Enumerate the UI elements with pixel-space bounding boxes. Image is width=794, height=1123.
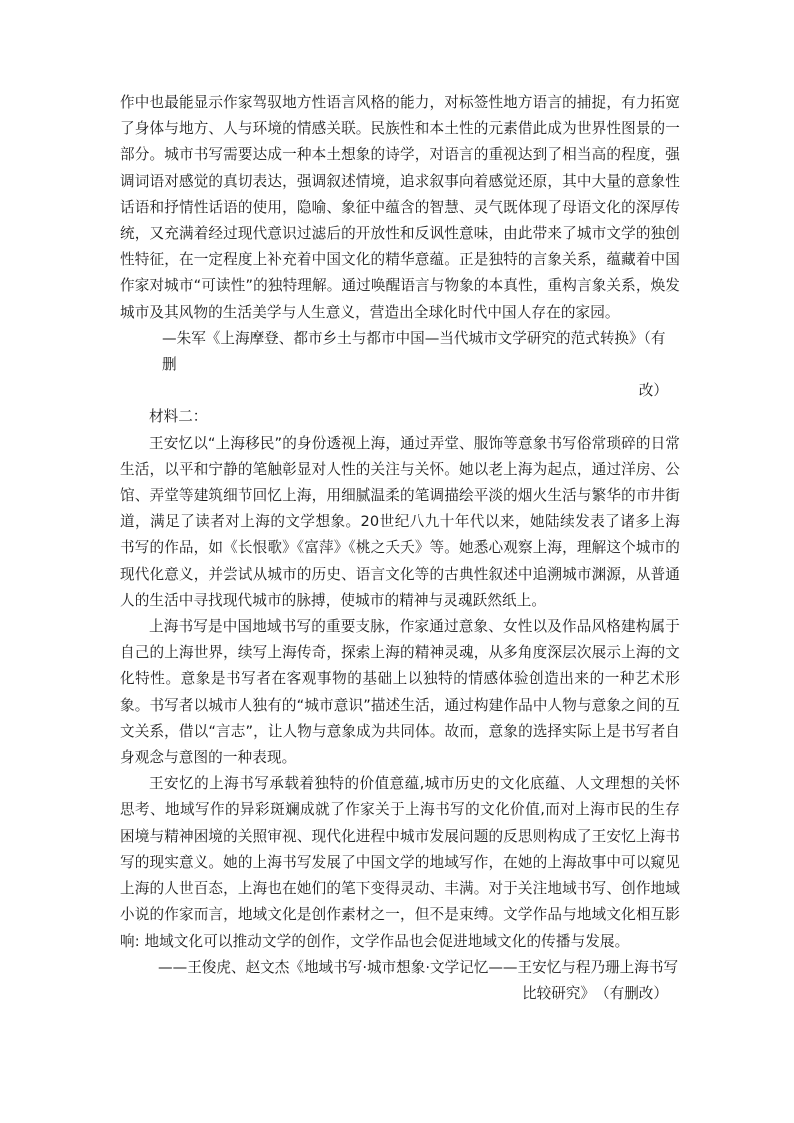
document-page bbox=[120, 90, 680, 1007]
citation-1: —朱军《上海摩登、都市乡土与都市中国—当代城市文学研究的范式转换》（有删 bbox=[162, 329, 666, 374]
material2-paragraph-2: 上海书写是中国地域书写的重要支脉，作家通过意象、女性以及作品风格建构属于自己的上海世界，续写上海传奇，探索上海的精神灵魂，从多角度深层次展示上海的文化特性。意象是书写者在客观事物的基础上以独特的情感体验创造出来的一种艺术形象。书写者以城市人独有的“城市意识”描述生活，通过构建作品中人物与意象之间的互文关系，借以“言志”，让人物与意象成为共同体。故而，意象的选择实际上是书写者自身观念与意图的一种表现。 bbox=[120, 618, 680, 767]
material2-paragraph-1: 王安忆以“上海移民”的身份透视上海，通过弄堂、服饰等意象书写俗常琐碎的日常生活，以平和宁静的笔触彰显对人性的关注与关怀。她以老上海为起点，通过洋房、公馆、弄堂等建筑细节回忆上海，用细腻温柔的笔调描绘平淡的烟火生活与繁华的市井街道，满足了读者对上海的文学想象。20世纪八九十年代以来，她陆续发表了诸多上海书写的作品，如《长恨歌》《富萍》《桃之夭夭》等。她悉心观察上海，理解这个城市的现代化意义，并尝试从城市的历史、语言文化等的古典性叙述中追溯城市渊源，从普通人的生活中寻找现代城市的脉搏，使城市的精神与灵魂跃然纸上。 bbox=[120, 434, 680, 609]
material2-heading: 材料二： bbox=[149, 408, 208, 426]
citation-2-continued: 比较研究》 （有删改） bbox=[522, 984, 668, 1002]
citation-2: ——王俊虎、赵文杰《地域书写·城市想象·文学记忆——王安忆与程乃珊上海书写 bbox=[158, 958, 679, 976]
citation-1-continued: 改） bbox=[638, 382, 668, 400]
material1-tail-paragraph: 作中也最能显示作家驾驭地方性语言风格的能力，对标签性地方语言的捕捉，有力拓宽了身体与地方、人与环境的情感关联。民族性和本土性的元素借此成为世界性图景的一部分。城市书写需要达成一种本土想象的诗学，对语言的重视达到了相当高的程度，强调词语对感觉的真切表达，强调叙述情境，追求叙事向着感觉还原，其中大量的意象性话语和抒情性话语的使用，隐喻、象征中蕴含的智慧、灵气既体现了母语文化的深厚传统，又充满着经过现代意识过滤后的开放性和反讽性意味，由此带来了城市文学的独创性特征，在一定程度上补充着中国文化的精华意蕴。正是独特的言象关系，蕴藏着中国作家对城市“可读性”的独特理解。通过唤醒语言与物象的本真性，重构言象关系，焕发城市及其风物的生活美学与人生意义，营造出全球化时代中国人存在的家园。 bbox=[120, 94, 680, 321]
material2-paragraph-3: 王安忆的上海书写承载着独特的价值意蕴,城市历史的文化底蕴、人文理想的关怀思考、地域写作的异彩斑斓成就了作家关于上海书写的文化价值,而对上海市民的生存困境与精神困境的关照审视、现代化进程中城市发展问题的反思则构成了王安忆上海书写的现实意义。她的上海书写发展了中国文学的地域写作，在她的上海故事中可以窥见上海的人世百态，上海也在她们的笔下变得灵动、丰满。对于关注地域书写、创作地域小说的作家而言，地域文化是创作素材之一，但不是束缚。文学作品与地域文化相互影响: 地域文化可以推动文学的创作，文学作品也会促进地域文化的传播与发展。 bbox=[120, 775, 680, 950]
